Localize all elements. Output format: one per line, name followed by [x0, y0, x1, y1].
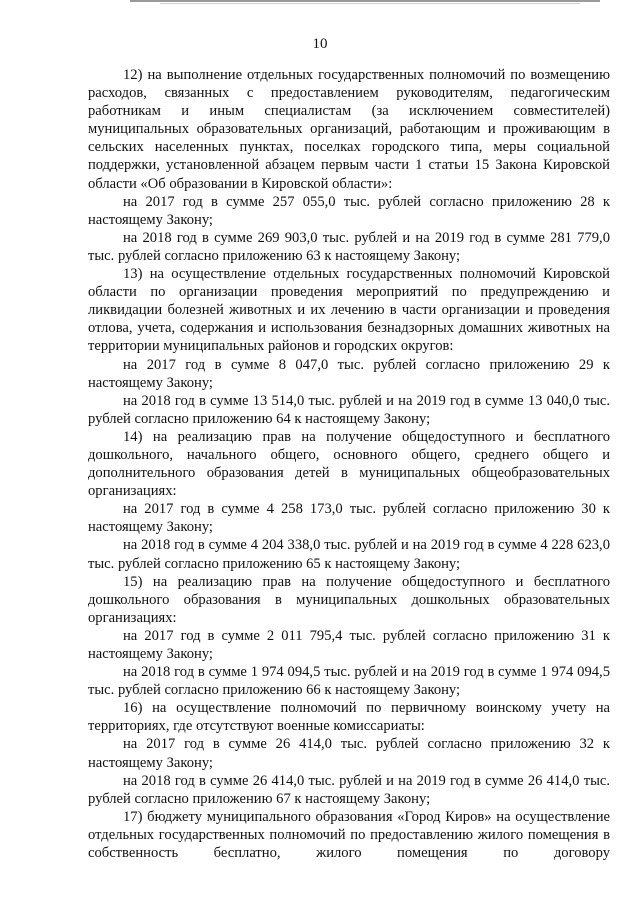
scan-top-edge	[130, 0, 600, 2]
scan-top-edge-shadow	[160, 3, 580, 4]
paragraph-item-13: 13) на осуществление отдельных государственных полномочий Кировской области по организации проведения мероприятий по предупреждению и ликвидации болезней животных и их лечению в части организации и проведения отлова, учета, содержания и использования безнадзорных домашних животных на территории муниципальных районов и городских округов:	[88, 266, 610, 355]
paragraph-2018-2019-item-15: на 2018 год в сумме 1 974 094,5 тыс. рублей и на 2019 год в сумме 1 974 094,5 тыс. рублей согласно приложению 66 к настоящему Закону;	[88, 664, 610, 699]
page-number: 10	[312, 36, 328, 52]
paragraph-2017-item-14: на 2017 год в сумме 4 258 173,0 тыс. рублей согласно приложению 30 к настоящему Закону;	[88, 501, 610, 536]
paragraph-2017-item-13: на 2017 год в сумме 8 047,0 тыс. рублей согласно приложению 29 к настоящему Закону;	[88, 356, 610, 391]
document-body	[88, 66, 610, 862]
paragraph-2017-item-16: на 2017 год в сумме 26 414,0 тыс. рублей согласно приложению 32 к настоящему Закону;	[88, 736, 610, 771]
paragraph-item-17: 17) бюджету муниципального образования «Город Киров» на осуществление отдельных государственных полномочий по предоставлению жилого помещения в собственность бесплатно, жилого помещения по договору	[88, 808, 610, 862]
paragraph-2018-2019-item-12: на 2018 год в сумме 269 903,0 тыс. рублей и на 2019 год в сумме 281 779,0 тыс. рублей согласно приложению 63 к настоящему Закону;	[88, 229, 610, 264]
paragraph-2017-item-15: на 2017 год в сумме 2 011 795,4 тыс. рублей согласно приложению 31 к настоящему Закону;	[88, 627, 610, 662]
paragraph-item-15: 15) на реализацию прав на получение общедоступного и бесплатного дошкольного образования в муниципальных дошкольных образовательных организациях:	[88, 573, 610, 626]
paragraph-2018-2019-item-14: на 2018 год в сумме 4 204 338,0 тыс. рублей и на 2019 год в сумме 4 228 623,0 тыс. рублей согласно приложению 65 к настоящему Закону;	[88, 537, 610, 572]
paragraph-item-14: 14) на реализацию прав на получение общедоступного и бесплатного дошкольного, начального общего, основного общего, среднего общего и дополнительного образования детей в муниципальных общеобразовательных организациях:	[88, 428, 610, 500]
paragraph-item-12: 12) на выполнение отдельных государственных полномочий по возмещению расходов, связанных с предоставлением руководителям, педагогическим работникам и иным специалистам (за исключением совместителей) муниципальных образовательных организаций, работающим и проживающим в сельских населенных пунктах, поселках городского типа, меры социальной поддержки, установленной абзацем первым части 1 статьи 15 Закона Кировской области «Об образовании в Кировской области»:	[88, 67, 610, 192]
paragraph-2018-2019-item-13: на 2018 год в сумме 13 514,0 тыс. рублей и на 2019 год в сумме 13 040,0 тыс. рублей согласно приложению 64 к настоящему Закону;	[88, 392, 610, 427]
paragraph-item-16: 16) на осуществление полномочий по первичному воинскому учету на территориях, где отсутствуют военные комиссариаты:	[88, 700, 610, 735]
paragraph-2017-item-12: на 2017 год в сумме 257 055,0 тыс. рублей согласно приложению 28 к настоящему Закону;	[88, 193, 610, 228]
paragraph-2018-2019-item-16: на 2018 год в сумме 26 414,0 тыс. рублей и на 2019 год в сумме 26 414,0 тыс. рублей согласно приложению 67 к настоящему Закону;	[88, 772, 610, 807]
